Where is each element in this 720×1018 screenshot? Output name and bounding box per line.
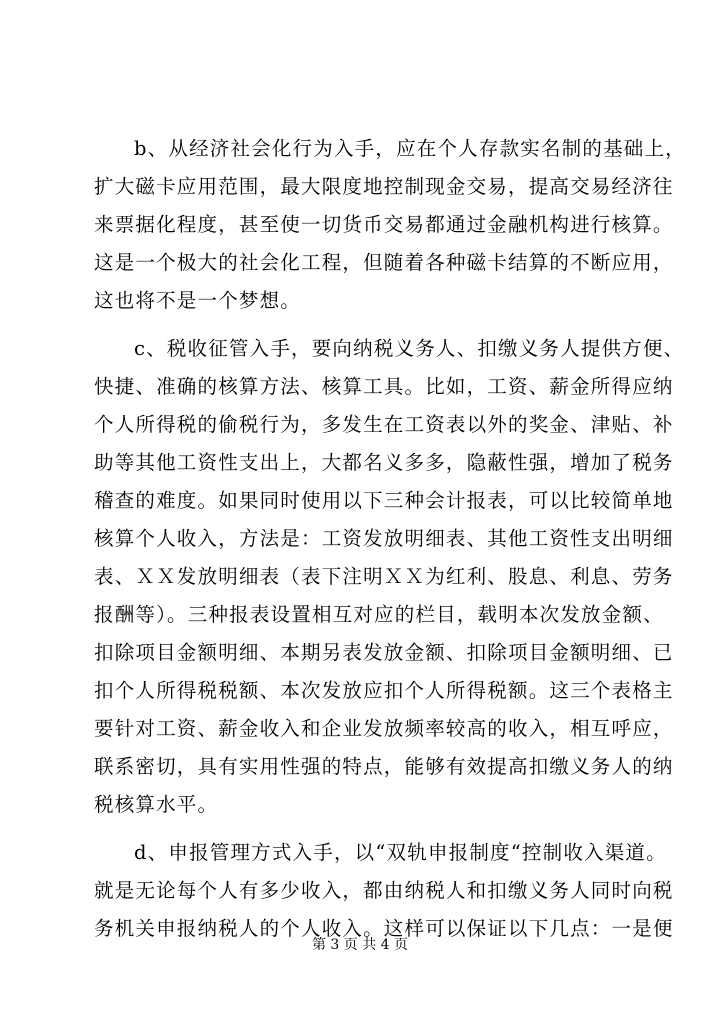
text-line: 联系密切，具有实用性强的特点，能够有效提高扣缴义务人的纳: [94, 755, 674, 778]
page-footer: [0, 935, 720, 955]
document-body: [94, 130, 686, 958]
text-line: 个人所得税的偷税行为，多发生在工资表以外的奖金、津贴、补: [94, 413, 674, 436]
text-line: 要针对工资、薪金收入和企业发放频率较高的收入，相互呼应，: [94, 717, 674, 740]
text-line: 表、ＸＸ发放明细表（表下注明ＸＸ为红利、股息、利息、劳务: [94, 565, 674, 588]
paragraph-c: [94, 330, 685, 824]
text-line: 来票据化程度，甚至使一切货币交易都通过金融机构进行核算。: [94, 213, 674, 236]
text-line: 稽查的难度。如果同时使用以下三种会计报表，可以比较简单地: [94, 489, 674, 512]
text-line: 务机关申报纳税人的个人收入。这样可以保证以下几点：一是便: [94, 917, 674, 940]
text-line: b、从经济社会化行为入手，应在个人存款实名制的基础上，: [134, 137, 686, 160]
text-line: 扣除项目金额明细、本期另表发放金额、扣除项目金额明细、已: [94, 641, 674, 664]
page-number: 第 3 页 共 4 页: [311, 937, 409, 953]
text-line: d、申报管理方式入手，以“双轨申报制度“控制收入渠道。: [134, 841, 667, 864]
paragraph-d: [94, 834, 674, 948]
paragraph-b: [94, 130, 686, 320]
text-line: 扣个人所得税税额、本次发放应扣个人所得税额。这三个表格主: [94, 679, 674, 702]
text-line: c、税收征管入手，要向纳税义务人、扣缴义务人提供方便、: [134, 337, 685, 360]
text-line: 税核算水平。: [94, 793, 219, 816]
text-line: 核算个人收入，方法是：工资发放明细表、其他工资性支出明细: [94, 527, 674, 550]
text-line: 就是无论每个人有多少收入，都由纳税人和扣缴义务人同时向税: [94, 879, 674, 902]
text-line: 助等其他工资性支出上，大都名义多多，隐蔽性强，增加了税务: [94, 451, 674, 474]
text-line: 扩大磁卡应用范围，最大限度地控制现金交易，提高交易经济往: [94, 175, 674, 198]
text-line: 这也将不是一个梦想。: [94, 289, 302, 312]
text-line: 这是一个极大的社会化工程，但随着各种磁卡结算的不断应用，: [94, 251, 674, 274]
text-line: 快捷、准确的核算方法、核算工具。比如，工资、薪金所得应纳: [94, 375, 674, 398]
text-line: 报酬等）。三种报表设置相互对应的栏目，载明本次发放金额、: [94, 603, 664, 626]
